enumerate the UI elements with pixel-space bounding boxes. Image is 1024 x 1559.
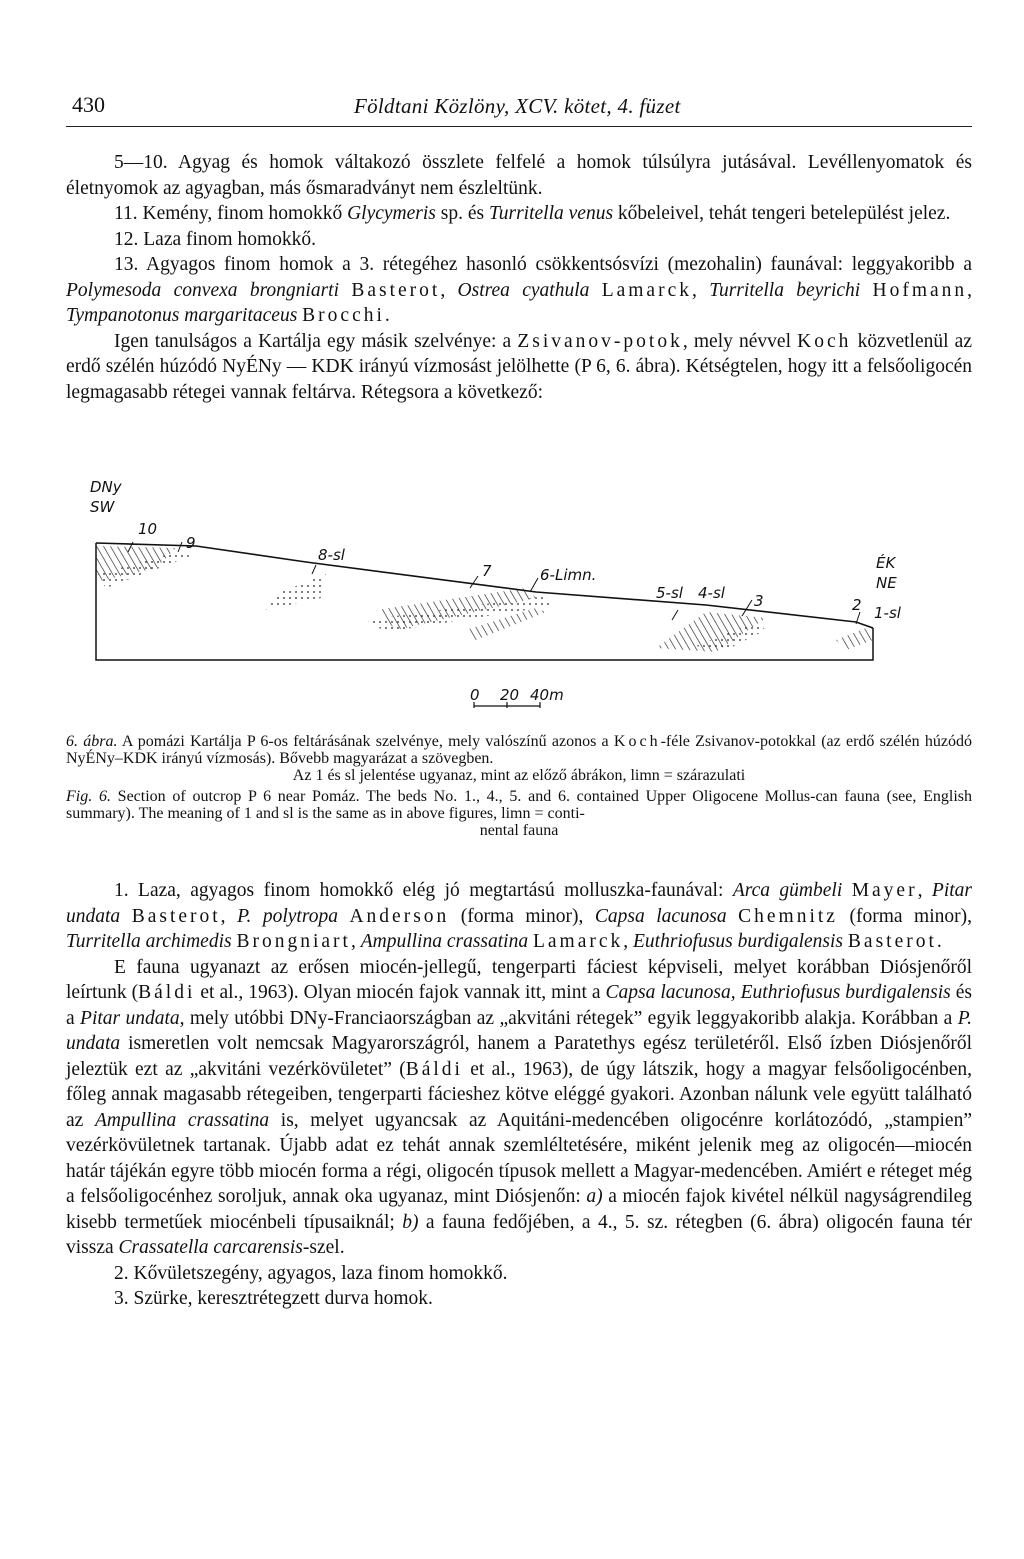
label-3-tick xyxy=(742,600,752,616)
bed-label-1-sl: 1-sl xyxy=(874,604,901,622)
journal-title: Földtani Közlöny, XCV. kötet, 4. füzet xyxy=(354,94,681,118)
paragraph-12: 12. Laza finom homokkő. xyxy=(114,228,316,250)
scale-label-40m: 40m xyxy=(530,686,564,704)
orientation-sw-label: SW xyxy=(90,498,115,516)
bed-label-4-sl: 4-sl xyxy=(698,584,725,602)
label-5-tick xyxy=(672,610,678,620)
paragraph-fauna: E fauna ugyanazt az erősen miocén-jellegű, tengerparti fáciest képviseli, melyet korábban Diósjenőről leírtunk (Báldi et al., 1963). Olyan miocén fajok vannak itt, mint a Capsa lacunosa, Euthriofusus burdigalensis és a Pitar undata, mely utóbbi DNy-Franciaországban az „akvitáni rétegek” egyik leggyakoribb alakja. Korábban a P. undata ismeretlen volt nemcsak Magyarországról, hanem a Paratethys egész területéről. Első ízben Diósjenőről jeleztük ezt az „akvitáni vezérkövületet” (Báldi et al., 1963), de úgy látszik, hogy a magyar felsőoligocénben, főleg annak magasabb rétegeiben, tengerparti fácieshez kötve eléggé gyakori. Azonban nálunk vele együtt található az Ampullina crassatina is, melyet ugyancsak az Aquitáni-medencében oligocénre korlátozódó, „stampien” vezérkövületnek tartanak. Újabb adat ez tehát annak szemléltetésére, miként jelenik meg az oligocén—miocén határ tájékán egyre több miocén forma a régi, oligocén típusok mellett a Magyar-medencében. Amiért e réteget még a felsőoligocénhez soroljuk, annak oka ugyanaz, mint Diósjenőn: a) a miocén fajok kivétel nélkül nagyságrendileg kisebb termetűek miocénbeli típusaiknál; b) a fauna fedőjében, a 4., 5. sz. rétegben (6. ábra) oligocén fauna tér vissza Crassatella carcarensis-szel. xyxy=(66,956,973,1258)
bed-label-10: 10 xyxy=(138,520,158,538)
bed-label-8-sl: 8-sl xyxy=(318,546,345,564)
page-number: 430 xyxy=(72,92,105,117)
paragraph-zsivanov: Igen tanulságos a Kartálja egy másik szelvénye: a Zsivanov-potok, mely névvel Koch közvetlenül az erdő szélén húzódó NyÉNy — KDK irányú vízmosást jelölhette (P 6, 6. ábra). Kétségtelen, hogy itt a felsőoligocén legmagasabb rétegei vannak feltárva. Rétegsora a következő: xyxy=(66,330,972,403)
paragraph-13: 13. Agyagos finom homok a 3. rétegéhez hasonló csökkentsósvízi (mezohalin) faunával: leggyakoribb a Polymesoda convexa brongniarti Basterot, Ostrea cyathula Lamarck, Turritella beyrichi Hofmann, Tympanotonus margaritaceus Brocchi. xyxy=(66,254,973,326)
paragraph-2: 2. Kővületszegény, agyagos, laza finom homokkő. xyxy=(114,1262,508,1284)
paragraph-3: 3. Szürke, keresztrétegzett durva homok. xyxy=(114,1288,433,1309)
scale-label-20: 20 xyxy=(500,686,520,704)
top-text xyxy=(66,150,972,405)
label-8-tick xyxy=(312,565,316,574)
label-7-tick xyxy=(470,576,478,588)
paragraph-1: 1. Laza, agyagos finom homokkő elég jó megtartású molluszka-faunával: Arca gümbeli Mayer, Pitar undata Basterot, P. polytropa Anderson (forma minor), Capsa lacunosa Chemnitz (forma minor), Turritella archimedis Brongniart, Ampullina crassatina Lamarck, Euthriofusus burdigalensis Basterot. xyxy=(66,880,972,952)
figure-6-section xyxy=(66,470,972,720)
paragraph-11: 11. Kemény, finom homokkő Glycymeris sp. és Turritella venus kőbeleivel, tehát tengeri betelepülést jelez. xyxy=(114,203,951,224)
orientation-ne: NE xyxy=(876,574,897,592)
figure-caption xyxy=(66,733,972,839)
layer-1-hatch xyxy=(836,626,873,650)
bed-label-5-sl: 5-sl xyxy=(656,584,683,602)
section-diagram xyxy=(66,470,972,720)
layer-8-dots xyxy=(266,574,326,610)
scale-label-0: 0 xyxy=(470,686,480,704)
orientation-ek: ÉK xyxy=(876,554,896,572)
paragraph-5-10: 5—10. Agyag és homok váltakozó összlete felfelé a homok túlsúlyra jutásával. Levéllenyomatok és életnyomok az agyagban, más ősmaradványt nem észleltünk. xyxy=(66,152,972,199)
bed-label-6-limn: 6-Limn. xyxy=(540,566,597,584)
caption-en: Fig. 6. Section of outcrop P 6 near Pomáz. The beds No. 1., 4., 5. and 6. contained Upper Oligocene Mollus-can fauna (see, English summary). The meaning of 1 and sl is the same as in above figures, limn = conti- xyxy=(66,788,973,822)
caption-hu: 6. ábra. A pomázi Kartálja P 6-os feltárásának szelvénye, mely valószínű azonos a Koch-féle Zsivanov-potokkal (az erdő szélén húzódó NyÉNy–KDK irányú vízmosás). Bővebb magyarázat a szövegben. xyxy=(66,733,973,767)
label-6-tick xyxy=(530,578,538,592)
bed-label-3: 3 xyxy=(754,592,764,610)
caption-hu-2: Az 1 és sl jelentése ugyanaz, mint az előző ábrákon, limn = szárazulati xyxy=(292,767,746,784)
caption-en-2: nental fauna xyxy=(479,822,559,839)
page-header xyxy=(66,92,972,127)
orientation-dny: DNy xyxy=(90,478,122,496)
bottom-text xyxy=(66,878,972,1312)
bed-label-7: 7 xyxy=(482,562,492,580)
bed-label-9: 9 xyxy=(186,534,196,552)
bed-label-2: 2 xyxy=(852,596,862,614)
label-9-tick xyxy=(178,542,182,552)
